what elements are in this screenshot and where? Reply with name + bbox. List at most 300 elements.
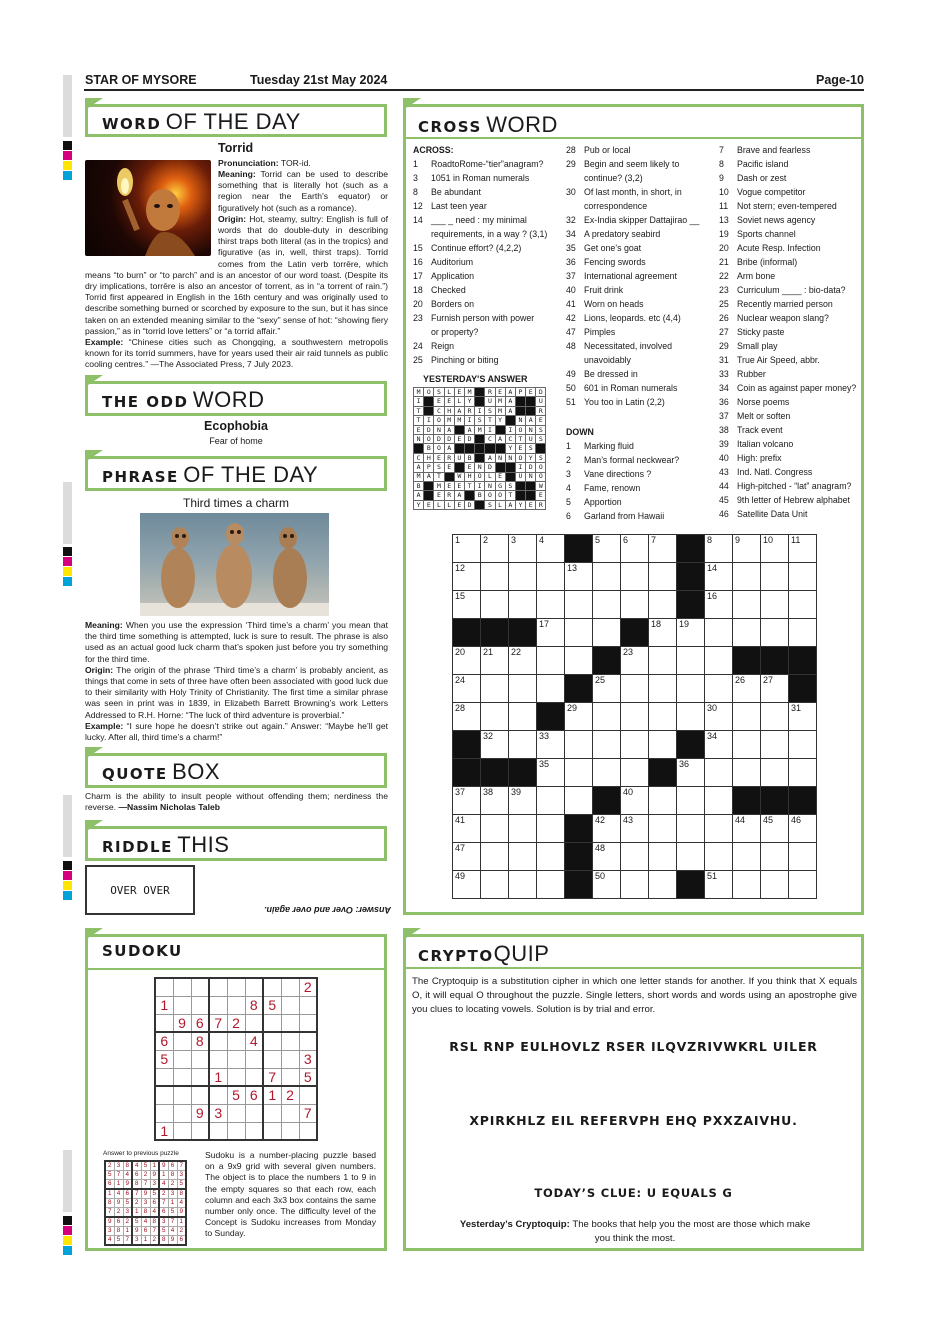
clue-text: Satellite Data Unit — [737, 509, 808, 519]
phrase-origin: The origin of the phrase ‘Third time’s a charm’ is probably ancient, as things that come in sets of three have often been associated with good luck due to their similarity with Holy Trinity of Christianity. The first time a similar phrase was seen in print was in 1839, in Elizabeth Barrett Browning’s work Letters Addressed to R.H. Horne: “The luck of third adventure is proverbial.” — [85, 664, 388, 720]
crossword-cell[interactable]: 40 — [621, 787, 649, 815]
sudoku-cell: 8 — [191, 1032, 209, 1050]
cryptoquip-line-2: XPIRKHLZ EIL REFERVPH EHQ PXXZAIVHU. — [469, 1113, 798, 1128]
across-clues-col1 — [413, 157, 547, 367]
crossword-cell[interactable] — [677, 675, 705, 703]
clue-item — [719, 353, 856, 367]
crossword-cell[interactable]: 22 — [509, 647, 537, 675]
sudoku-cell[interactable] — [173, 1086, 191, 1104]
crossword-cell[interactable]: 19 — [677, 619, 705, 647]
crossword-cell[interactable] — [481, 843, 509, 871]
sudoku-cell: 8 — [245, 996, 263, 1014]
crossword-cell[interactable]: 37 — [453, 787, 481, 815]
sudoku-cell[interactable] — [173, 1122, 191, 1140]
crossword-cell[interactable]: 31 — [789, 703, 817, 731]
clue-number: 43 — [719, 467, 729, 477]
crossword-cell — [761, 787, 789, 815]
sudoku-cell[interactable] — [281, 1014, 299, 1032]
color-mark — [63, 891, 72, 900]
crossword-cell[interactable] — [733, 843, 761, 871]
crossword-cell[interactable] — [789, 759, 817, 787]
clue-text: Pinching or biting — [431, 355, 499, 365]
sudoku-cell[interactable] — [263, 978, 281, 996]
clue-number: 35 — [566, 243, 576, 253]
crossword-cell[interactable] — [481, 703, 509, 731]
crossword-cell[interactable] — [509, 703, 537, 731]
clue-item — [413, 283, 547, 297]
sudoku-cell[interactable] — [281, 996, 299, 1014]
sudoku-answer-cell: 4 — [168, 1226, 177, 1235]
crossword-cell[interactable]: 1 — [453, 535, 481, 563]
crossword-cell[interactable]: 20 — [453, 647, 481, 675]
answer-cell — [505, 472, 515, 481]
clue-number: 50 — [566, 383, 576, 393]
crossword-cell[interactable] — [621, 759, 649, 787]
sudoku-cell[interactable] — [299, 996, 317, 1014]
crossword-cell[interactable] — [481, 563, 509, 591]
crossword-cell[interactable]: 46 — [789, 815, 817, 843]
sudoku-cell[interactable] — [209, 1122, 227, 1140]
crossword-cell[interactable]: 44 — [733, 815, 761, 843]
answer-cell — [475, 453, 485, 462]
answer-cell: S — [526, 444, 536, 453]
clue-item — [719, 423, 856, 437]
crossword-cell[interactable] — [761, 731, 789, 759]
clue-item — [566, 227, 699, 241]
clue-item: correspondence — [584, 201, 648, 211]
section-title-small: THE ODD — [102, 393, 189, 411]
sudoku-cell[interactable] — [191, 996, 209, 1014]
crossword-cell[interactable] — [733, 619, 761, 647]
crossword-cell[interactable]: 45 — [761, 815, 789, 843]
crossword-cell[interactable] — [761, 871, 789, 899]
crossword-cell[interactable] — [649, 731, 677, 759]
answer-cell: N — [526, 472, 536, 481]
quote-text — [85, 791, 388, 813]
crossword-cell[interactable]: 15 — [453, 591, 481, 619]
crossword-cell[interactable]: 9 — [733, 535, 761, 563]
crossword-cell[interactable]: 25 — [593, 675, 621, 703]
crossword-cell[interactable] — [509, 871, 537, 899]
crossword-cell[interactable]: 28 — [453, 703, 481, 731]
crossword-cell[interactable] — [621, 843, 649, 871]
crossword-cell[interactable]: 26 — [733, 675, 761, 703]
flag-icon — [85, 820, 103, 832]
clue-number: 6 — [566, 511, 571, 521]
sudoku-cell: 7 — [209, 1014, 227, 1032]
crossword-cell[interactable]: 18 — [649, 619, 677, 647]
sudoku-cell: 6 — [155, 1032, 173, 1050]
sudoku-cell[interactable] — [173, 1104, 191, 1122]
answer-cell: Y — [526, 453, 536, 462]
crossword-cell[interactable] — [481, 871, 509, 899]
sudoku-cell[interactable] — [191, 1050, 209, 1068]
sudoku-cell: 9 — [173, 1014, 191, 1032]
crossword-cell[interactable]: 36 — [677, 759, 705, 787]
answer-cell: B — [464, 453, 474, 462]
sudoku-answer-cell: 2 — [159, 1189, 168, 1198]
crossword-cell[interactable] — [565, 787, 593, 815]
sudoku-cell[interactable] — [173, 1068, 191, 1086]
cryptoquip-yesterday — [455, 1218, 815, 1246]
crossword-cell[interactable] — [509, 731, 537, 759]
crossword-cell[interactable] — [621, 675, 649, 703]
crossword-cell[interactable]: 42 — [593, 815, 621, 843]
crossword-cell[interactable] — [537, 591, 565, 619]
sudoku-cell[interactable] — [281, 978, 299, 996]
answer-cell: O — [424, 388, 434, 397]
crossword-cell[interactable] — [705, 843, 733, 871]
crossword-cell[interactable]: 47 — [453, 843, 481, 871]
across-clues-col2 — [566, 143, 699, 409]
sudoku-cell[interactable] — [155, 978, 173, 996]
answer-cell: A — [444, 444, 454, 453]
crossword-cell[interactable]: 11 — [789, 535, 817, 563]
sudoku-cell: 6 — [191, 1014, 209, 1032]
sudoku-cell[interactable] — [263, 1104, 281, 1122]
answer-cell: P — [424, 463, 434, 472]
crossword-cell[interactable] — [677, 703, 705, 731]
sudoku-cell[interactable] — [245, 1068, 263, 1086]
answer-cell: I — [505, 425, 515, 434]
sudoku-cell[interactable] — [263, 1032, 281, 1050]
crossword-cell[interactable] — [733, 703, 761, 731]
section-title-large: THIS — [177, 832, 230, 857]
sudoku-answer-cell: 3 — [105, 1226, 114, 1235]
crossword-cell[interactable] — [593, 591, 621, 619]
clue-number: 49 — [566, 369, 576, 379]
sudoku-answer-cell: 1 — [105, 1189, 114, 1198]
answer-cell: T — [414, 416, 424, 425]
answer-cell — [424, 397, 434, 406]
sudoku-cell[interactable] — [227, 1032, 245, 1050]
crossword-cell[interactable] — [705, 619, 733, 647]
clue-text: Fruit drink — [584, 285, 624, 295]
sudoku-cell[interactable] — [191, 1122, 209, 1140]
crossword-cell[interactable]: 4 — [537, 535, 565, 563]
crossword-cell[interactable] — [789, 619, 817, 647]
answer-cell: E — [444, 463, 454, 472]
clue-item — [566, 439, 679, 453]
sudoku-answer-cell: 7 — [168, 1217, 177, 1226]
crossword-cell[interactable] — [565, 759, 593, 787]
crossword-cell[interactable]: 32 — [481, 731, 509, 759]
sudoku-cell[interactable] — [263, 1122, 281, 1140]
crossword-cell[interactable] — [677, 787, 705, 815]
crossword-cell[interactable] — [621, 703, 649, 731]
crossword-cell[interactable]: 39 — [509, 787, 537, 815]
crossword-cell[interactable]: 27 — [761, 675, 789, 703]
sudoku-cell[interactable] — [209, 978, 227, 996]
clue-text: High: prefix — [737, 453, 782, 463]
crossword-cell[interactable] — [537, 843, 565, 871]
crossword-cell[interactable]: 7 — [649, 535, 677, 563]
answer-cell: E — [444, 481, 454, 490]
crossword-cell[interactable] — [481, 815, 509, 843]
answer-cell: M — [444, 416, 454, 425]
crossword-cell[interactable] — [761, 619, 789, 647]
sudoku-cell[interactable] — [299, 1014, 317, 1032]
crossword-cell[interactable] — [649, 647, 677, 675]
crossword-cell[interactable] — [621, 563, 649, 591]
crossword-cell[interactable]: 5 — [593, 535, 621, 563]
sudoku-cell[interactable] — [155, 1068, 173, 1086]
crossword-cell[interactable]: 49 — [453, 871, 481, 899]
sudoku-cell[interactable] — [299, 1086, 317, 1104]
crossword-cell[interactable]: 8 — [705, 535, 733, 563]
crossword-cell[interactable] — [649, 675, 677, 703]
crossword-cell[interactable] — [621, 591, 649, 619]
sudoku-grid[interactable] — [154, 977, 318, 1141]
crossword-cell[interactable] — [537, 815, 565, 843]
sudoku-cell[interactable] — [227, 1050, 245, 1068]
crossword-cell[interactable] — [593, 703, 621, 731]
crossword-cell[interactable]: 30 — [705, 703, 733, 731]
crossword-cell[interactable] — [509, 563, 537, 591]
sudoku-cell[interactable] — [281, 1068, 299, 1086]
crossword-cell[interactable] — [733, 591, 761, 619]
crossword-cell[interactable] — [481, 675, 509, 703]
answer-cell: E — [454, 388, 464, 397]
crossword-cell[interactable] — [509, 815, 537, 843]
clue-item — [566, 395, 699, 409]
crossword-cell[interactable] — [565, 591, 593, 619]
crossword-cell[interactable] — [537, 787, 565, 815]
crossword-grid[interactable] — [452, 534, 817, 899]
sudoku-cell[interactable] — [155, 1086, 173, 1104]
sudoku-cell[interactable] — [227, 1068, 245, 1086]
sudoku-cell[interactable] — [173, 1050, 191, 1068]
clue-text: Sports channel — [737, 229, 796, 239]
crossword-cell[interactable] — [621, 731, 649, 759]
crossword-cell[interactable] — [537, 871, 565, 899]
answer-cell: U — [536, 397, 546, 406]
crossword-cell[interactable]: 50 — [593, 871, 621, 899]
sudoku-cell[interactable] — [173, 1032, 191, 1050]
crossword-cell[interactable] — [705, 815, 733, 843]
crossword-cell[interactable]: 38 — [481, 787, 509, 815]
sudoku-cell[interactable] — [191, 978, 209, 996]
sudoku-cell[interactable] — [245, 978, 263, 996]
sudoku-cell[interactable] — [245, 1014, 263, 1032]
crossword-cell[interactable]: 16 — [705, 591, 733, 619]
answer-cell: L — [485, 472, 495, 481]
crossword-cell[interactable] — [733, 563, 761, 591]
sudoku-cell: 7 — [263, 1068, 281, 1086]
crossword-cell[interactable] — [789, 563, 817, 591]
clue-number: 20 — [413, 299, 423, 309]
crossword-cell[interactable] — [593, 759, 621, 787]
sudoku-answer-cell: 8 — [141, 1207, 150, 1216]
clue-item — [566, 185, 699, 199]
crossword-cell[interactable] — [649, 787, 677, 815]
sudoku-cell[interactable] — [281, 1104, 299, 1122]
clue-item — [719, 297, 856, 311]
answer-cell: A — [495, 434, 505, 443]
clue-text: Application — [431, 271, 475, 281]
crossword-cell[interactable] — [509, 675, 537, 703]
sudoku-cell[interactable] — [281, 1122, 299, 1140]
crossword-cell[interactable]: 35 — [537, 759, 565, 787]
sudoku-cell[interactable] — [245, 1122, 263, 1140]
crossword-cell[interactable] — [761, 563, 789, 591]
crossword-cell[interactable] — [705, 787, 733, 815]
sudoku-answer-cell: 2 — [114, 1207, 123, 1216]
crossword-cell[interactable]: 41 — [453, 815, 481, 843]
answer-cell: E — [526, 388, 536, 397]
crossword-cell[interactable]: 33 — [537, 731, 565, 759]
sudoku-cell[interactable] — [209, 1086, 227, 1104]
crossword-cell[interactable]: 12 — [453, 563, 481, 591]
crossword-cell[interactable] — [761, 843, 789, 871]
crossword-cell — [537, 703, 565, 731]
crossword-cell[interactable]: 24 — [453, 675, 481, 703]
sudoku-cell[interactable] — [173, 996, 191, 1014]
pronunciation: TOR-id. — [280, 158, 311, 168]
crossword-cell[interactable]: 10 — [761, 535, 789, 563]
sudoku-cell[interactable] — [245, 1104, 263, 1122]
answer-cell — [424, 481, 434, 490]
crossword-cell[interactable]: 21 — [481, 647, 509, 675]
answer-cell: D — [485, 463, 495, 472]
crossword-cell[interactable] — [761, 759, 789, 787]
crossword-cell[interactable] — [565, 647, 593, 675]
crossword-cell[interactable] — [789, 591, 817, 619]
crossword-cell[interactable]: 48 — [593, 843, 621, 871]
answer-cell: L — [444, 388, 454, 397]
sudoku-cell[interactable] — [299, 1032, 317, 1050]
crossword-cell[interactable] — [537, 675, 565, 703]
answer-cell — [495, 425, 505, 434]
crossword-cell[interactable] — [593, 619, 621, 647]
clue-item — [566, 297, 699, 311]
crossword-cell[interactable] — [509, 843, 537, 871]
clue-text: RoadtoRome-“tier”anagram? — [431, 159, 544, 169]
color-mark — [63, 141, 72, 150]
crossword-cell[interactable] — [593, 731, 621, 759]
word-definition — [85, 169, 388, 371]
clue-item — [413, 269, 547, 283]
crossword-cell[interactable] — [733, 759, 761, 787]
crossword-cell — [789, 675, 817, 703]
clue-text: Bribe (informal) — [737, 257, 798, 267]
sudoku-cell[interactable] — [263, 1014, 281, 1032]
crossword-cell[interactable] — [537, 563, 565, 591]
crossword-cell[interactable] — [677, 647, 705, 675]
clue-text: ___ _ need : my minimal — [431, 215, 527, 225]
sudoku-cell[interactable] — [299, 1122, 317, 1140]
clue-item — [719, 185, 856, 199]
crossword-cell[interactable]: 3 — [509, 535, 537, 563]
sudoku-cell[interactable] — [227, 1104, 245, 1122]
crossword-cell[interactable]: 34 — [705, 731, 733, 759]
down-clues-col3 — [719, 143, 856, 521]
clue-text: Brave and fearless — [737, 145, 811, 155]
crossword-cell[interactable] — [789, 731, 817, 759]
crossword-cell[interactable] — [481, 591, 509, 619]
clue-number: 28 — [566, 145, 576, 155]
answer-cell — [454, 444, 464, 453]
clue-text: Dash or zest — [737, 173, 787, 183]
crossword-cell[interactable]: 17 — [537, 619, 565, 647]
crossword-cell[interactable]: 23 — [621, 647, 649, 675]
crossword-cell[interactable]: 43 — [621, 815, 649, 843]
crossword-cell[interactable] — [565, 731, 593, 759]
clue-text: 601 in Roman numerals — [584, 383, 678, 393]
answer-cell: H — [464, 472, 474, 481]
answer-cell: Y — [495, 416, 505, 425]
crossword-cell[interactable] — [509, 591, 537, 619]
crossword-cell[interactable] — [677, 815, 705, 843]
clue-item — [719, 255, 856, 269]
crossword-cell[interactable] — [677, 843, 705, 871]
crossword-cell[interactable]: 6 — [621, 535, 649, 563]
crossword-cell[interactable] — [621, 871, 649, 899]
crossword-cell[interactable] — [565, 619, 593, 647]
clue-text: A predatory seabird — [584, 229, 661, 239]
clue-number: 7 — [719, 145, 724, 155]
sudoku-cell[interactable] — [191, 1086, 209, 1104]
sudoku-cell[interactable] — [209, 1050, 227, 1068]
clue-number: 3 — [566, 469, 571, 479]
crossword-cell[interactable] — [705, 675, 733, 703]
sudoku-cell[interactable] — [281, 1050, 299, 1068]
crossword-cell[interactable] — [649, 815, 677, 843]
clue-item — [413, 339, 547, 353]
sudoku-cell[interactable] — [263, 1050, 281, 1068]
sudoku-answer-label: Answer to previous puzzle — [103, 1150, 179, 1157]
sudoku-cell[interactable] — [209, 1032, 227, 1050]
crossword-cell[interactable] — [649, 871, 677, 899]
sudoku-cell[interactable] — [191, 1068, 209, 1086]
sudoku-answer-cell: 4 — [150, 1207, 159, 1216]
crossword-cell[interactable]: 13 — [565, 563, 593, 591]
crossword-cell[interactable] — [789, 843, 817, 871]
crossword-cell[interactable] — [537, 647, 565, 675]
crossword-cell[interactable] — [733, 731, 761, 759]
crossword-cell[interactable]: 51 — [705, 871, 733, 899]
crossword-cell[interactable] — [733, 871, 761, 899]
sudoku-cell[interactable] — [155, 1104, 173, 1122]
crossword-cell[interactable]: 14 — [705, 563, 733, 591]
sudoku-cell[interactable] — [227, 1122, 245, 1140]
crossword-cell[interactable] — [705, 647, 733, 675]
sudoku-cell[interactable] — [281, 1032, 299, 1050]
sudoku-cell[interactable] — [155, 1014, 173, 1032]
crossword-cell[interactable] — [789, 871, 817, 899]
crossword-cell[interactable] — [761, 703, 789, 731]
sudoku-cell[interactable] — [227, 978, 245, 996]
crossword-cell[interactable] — [649, 703, 677, 731]
crossword-cell[interactable] — [649, 843, 677, 871]
sudoku-answer-cell: 8 — [114, 1226, 123, 1235]
sudoku-cell[interactable] — [227, 996, 245, 1014]
crossword-cell[interactable] — [705, 759, 733, 787]
crossword-cell[interactable] — [649, 591, 677, 619]
clue-text: Of last month, in short, in — [584, 187, 682, 197]
word-of-day-header — [85, 104, 387, 137]
crossword-cell[interactable] — [649, 563, 677, 591]
sudoku-cell[interactable] — [209, 996, 227, 1014]
crossword-cell[interactable]: 29 — [565, 703, 593, 731]
crossword-cell[interactable]: 2 — [481, 535, 509, 563]
sudoku-cell[interactable] — [245, 1050, 263, 1068]
crossword-cell[interactable] — [761, 591, 789, 619]
clue-text: Necessitated, involved — [584, 341, 673, 351]
crossword-cell[interactable] — [593, 563, 621, 591]
answer-cell: C — [414, 453, 424, 462]
sudoku-cell[interactable] — [173, 978, 191, 996]
